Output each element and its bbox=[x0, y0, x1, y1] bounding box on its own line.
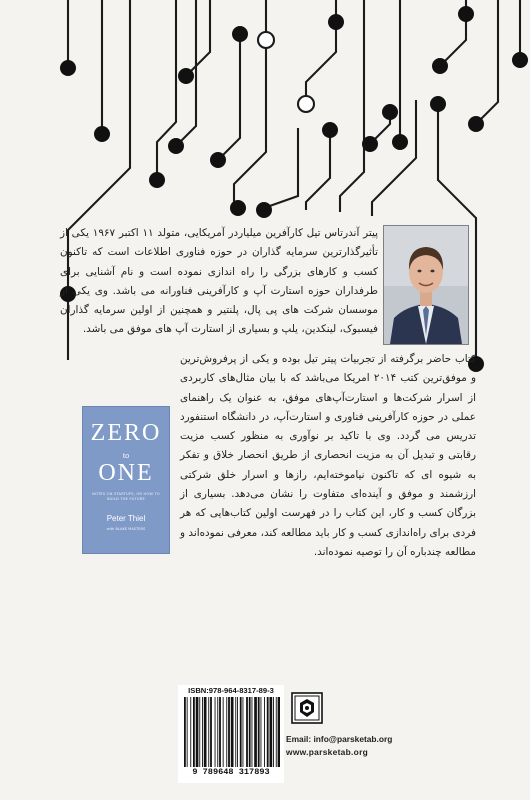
barcode-bar bbox=[202, 697, 203, 767]
circuit-node bbox=[458, 6, 474, 22]
barcode-bar bbox=[190, 697, 191, 767]
barcode-bar bbox=[217, 697, 218, 767]
circuit-node bbox=[168, 138, 184, 154]
barcode-bar bbox=[237, 697, 238, 767]
book-cover bbox=[82, 406, 170, 554]
circuit-node bbox=[382, 104, 398, 120]
barcode-bar bbox=[249, 697, 251, 767]
circuit-node bbox=[468, 116, 484, 132]
publisher-website: www.parsketab.org bbox=[286, 747, 369, 757]
circuit-node bbox=[256, 202, 272, 218]
book-coauthor: with BLAKE MASTERS bbox=[106, 527, 146, 531]
book-subtitle: NOTES ON STARTUPS, OR HOW TO BUILD THE FUTURE bbox=[92, 492, 160, 501]
circuit-node bbox=[149, 172, 165, 188]
barcode-bar bbox=[278, 697, 280, 767]
barcode-bar bbox=[208, 697, 209, 767]
barcode-bar bbox=[252, 697, 253, 767]
barcode-bar bbox=[258, 697, 260, 767]
circuit-node bbox=[230, 200, 246, 216]
barcode-bar bbox=[204, 697, 207, 767]
barcode-bar bbox=[226, 697, 227, 767]
book-title-to: to bbox=[122, 451, 130, 460]
circuit-trace bbox=[218, 34, 240, 160]
circuit-node bbox=[328, 14, 344, 30]
isbn-label: ISBN:978-964-8317-89-3 bbox=[188, 686, 274, 695]
circuit-node bbox=[232, 26, 248, 42]
barcode-bar bbox=[240, 697, 242, 767]
barcode-bar bbox=[261, 697, 262, 767]
book-title-one: ONE bbox=[98, 460, 154, 486]
circuit-node bbox=[512, 52, 528, 68]
barcode-bar bbox=[228, 697, 230, 767]
barcode-bar bbox=[210, 697, 212, 767]
barcode-bar bbox=[243, 697, 244, 767]
circuit-trace bbox=[340, 0, 364, 212]
barcode-bar bbox=[184, 697, 186, 767]
publisher-email: Email: info@parsketab.org bbox=[286, 734, 393, 744]
book-author: Peter Thiel bbox=[106, 514, 146, 523]
circuit-node bbox=[432, 58, 448, 74]
barcode-bar bbox=[235, 697, 236, 767]
circuit-trace bbox=[234, 40, 266, 208]
barcode-bar bbox=[264, 697, 265, 767]
circuit-trace bbox=[306, 130, 330, 210]
circuit-node bbox=[210, 152, 226, 168]
circuit-node bbox=[392, 134, 408, 150]
barcode-block bbox=[178, 685, 284, 783]
publisher-logo bbox=[291, 692, 323, 724]
barcode-bar bbox=[254, 697, 257, 767]
barcode-bar bbox=[231, 697, 234, 767]
book-description-text: کتاب حاضر برگرفته از تجربیات پیتر تیل بوده و یکی از پرفروش‌ترین و موفق‌ترین کتب ۲۰۱۴ امریکا می‌باشد که با بیان مثال‌های کاربردی از اسرار شرکت‌ها و استارت‌آپ‌های موفق، به عنوان یک راهنمای عملی در حوزه کارآفرینی فناوری و استارت‌آپ، در دانشگاه استنفورد تدریس می گردد. وی با تاکید بر نوآوری به منظور کسب مزیت رقابتی و تبدیل آن به مزیت انحصاری از طریق انحصار خلاق و تفکر به شیوه ای که تاکنون نیاموخته‌ایم، رازها و اسرار خلق شرکتی ارزشمند و موفق و آینده‌ای متفاوت را نشان می‌دهد. بسیاری از بزرگان کسب و کار، این کتاب را در فهرست اولین کتاب‌هایی که هر فردی برای راه‌اندازی کسب و کار باید مطالعه کند، معرفی نموده‌اند و مطالعه چندباره آن را توصیه نموده‌اند. bbox=[180, 353, 476, 558]
author-bio-text: پیتر آندرتاس تیل کارآفرین میلیاردر آمریکایی، متولد ۱۱ اکتبر ۱۹۶۷ یکی از تأثیرگذارترین سرمایه گذاران در حوزه فناوری اطلاعات است که تاکنون کسب و کارهای بزرگی را راه اندازی نموده است و نام آشنایی برای طرفداران حوزه استارت آپ و کارآفرینی فناورانه می باشد. وی یکی از موسسان شرکت های پی پال، پلنتیر و همچنین از اولین سرمایه گذاران فیسبوک، لینکدین، یلپ و بسیاری از استارت آپ های موفق می باشد. bbox=[60, 227, 378, 336]
circuit-node bbox=[178, 68, 194, 84]
barcode-bar bbox=[193, 697, 195, 767]
circuit-trace bbox=[264, 128, 298, 208]
barcode-bar bbox=[223, 697, 224, 767]
barcode-bar bbox=[267, 697, 269, 767]
circuit-node bbox=[94, 126, 110, 142]
circuit-open-node bbox=[298, 96, 314, 112]
barcode-bar bbox=[196, 697, 199, 767]
barcode-bar bbox=[270, 697, 273, 767]
book-title-zero: ZERO bbox=[90, 420, 162, 446]
barcode-bar bbox=[276, 697, 277, 767]
circuit-open-node bbox=[258, 32, 274, 48]
barcode-bar bbox=[219, 697, 221, 767]
circuit-trace bbox=[186, 0, 210, 76]
barcode-digits: 9 789648 317893 bbox=[192, 767, 270, 777]
barcode-bar bbox=[199, 697, 200, 767]
circuit-node bbox=[430, 96, 446, 112]
circuit-node bbox=[60, 60, 76, 76]
barcode-bar bbox=[246, 697, 248, 767]
author-portrait bbox=[383, 225, 469, 345]
circuit-node bbox=[362, 136, 378, 152]
barcode-bars bbox=[182, 697, 280, 769]
circuit-node bbox=[322, 122, 338, 138]
barcode-bar bbox=[273, 697, 274, 767]
barcode-bar bbox=[215, 697, 216, 767]
circuit-trace bbox=[476, 0, 498, 124]
barcode-bar bbox=[187, 697, 188, 767]
